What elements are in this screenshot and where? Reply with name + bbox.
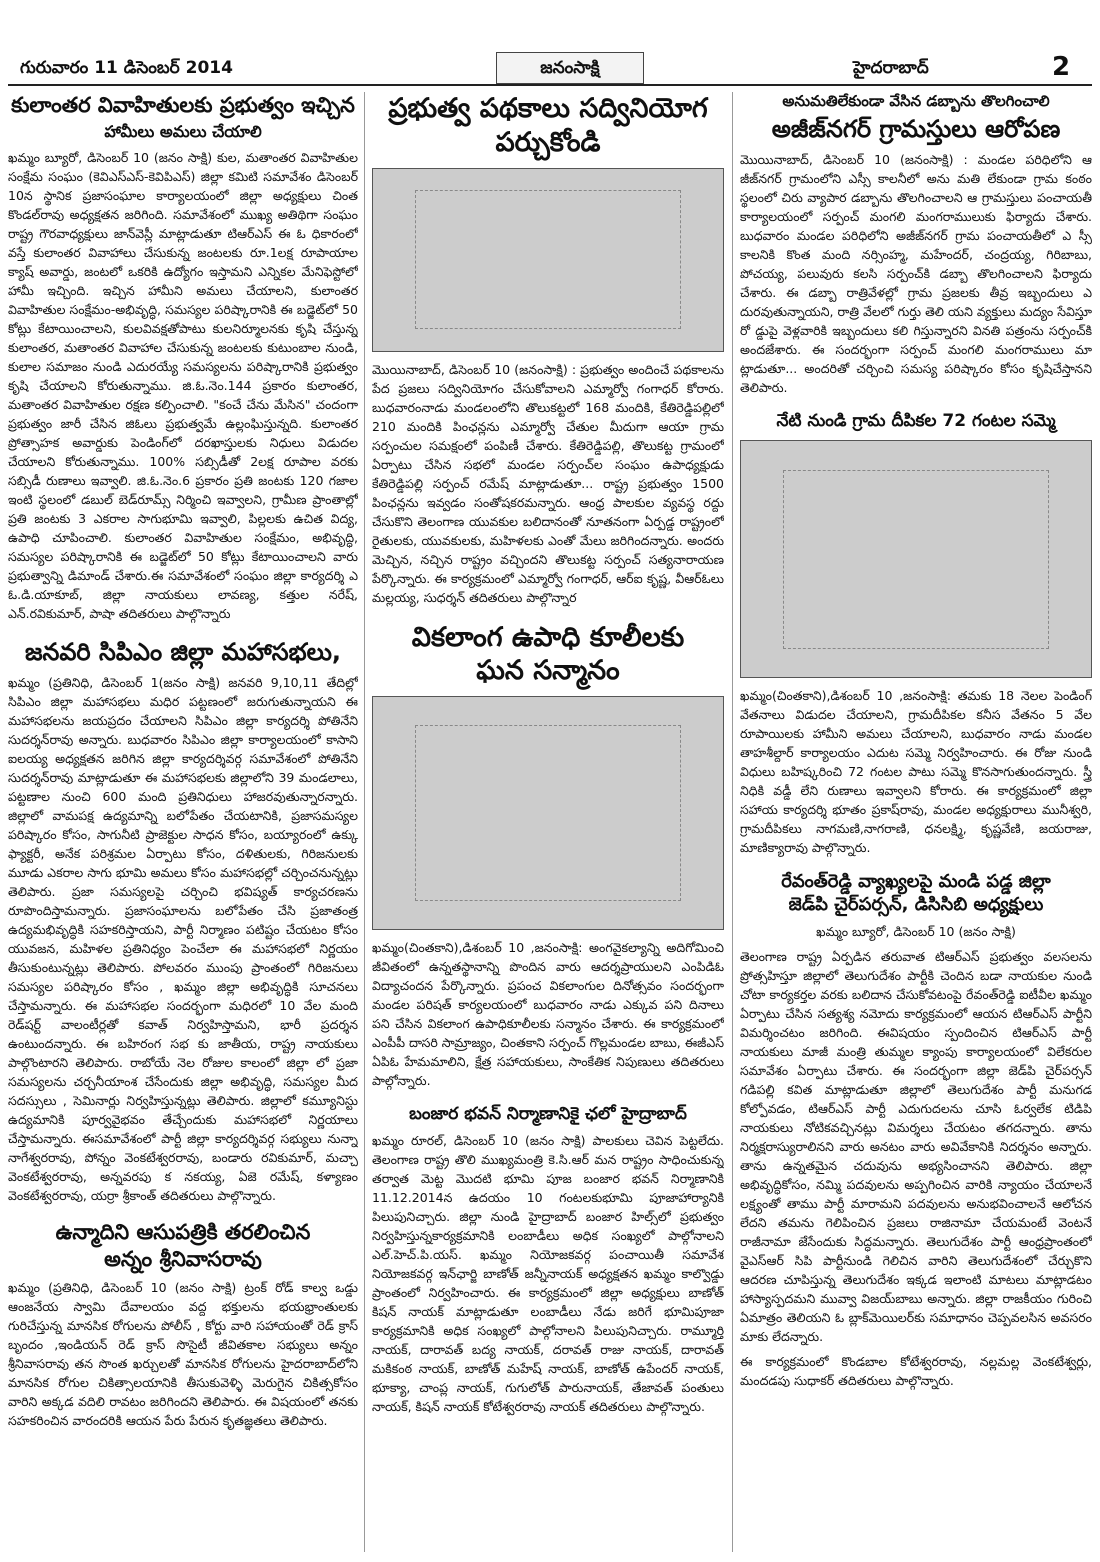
- column-2: [372, 92, 724, 1552]
- article-body: మొయినాబాద్, డిసెంబర్ 10 (జనంసాక్షి) : మండల పరిధిలోని ఆ జీజ్‌నగర్ గ్రామంలోని ఎస్సీ కాలనీలో అను మతి లేకుండా గ్రామ కంఠం స్థలంలో చిరు వ్యాపార డబ్బాను తొలగించాలని ఆ గ్రామస్తులు పంచాయతీ కార్యాలయంలో సర్పంచ్ మంగలి మంగరాములుకు ఫిర్యాదు చేశారు. బుధవారం మండల పరిధిలోని అజీజ్‌నగర్ గ్రామ పంచాయతీలో ఎ స్సీ కాలనికి కొంత మంది నర్సింహ్మ, మహేందర్, చంద్రయ్య, గిరిబాబు, పోచయ్య, పలువురు కలసి సర్పంచ్‌కి డబ్బా తొలగించాలని ఫిర్యాదు చేశారు. ఈ డబ్బా రాత్రివేళల్లో గ్రామ ప్రజలకు తీవ్ర ఇబ్బందులు ఎ దురవుతున్నాయని, రాత్రి వేలలో గుర్తు తెలి యని వ్యక్తులు మద్యం సేవిస్తూ రో డ్డుపై వెళ్లవారికి ఇబ్బందులు కలి గిస్తున్నారని వినతి పత్రంను సర్పంచ్‌కి అందజేశారు. ఈ సందర్భంగా సర్పంచ్ మంగలి మంగరాములు మా ట్లాడుతూ... అందరితో చర్చించి సమస్య పరిష్కారం కోసం కృషిచేస్తానని తెలిపారు.: [740, 152, 1092, 395]
- article-body: మొయినాబాద్, డిసెంబర్ 10 (జనంసాక్షి) : ప్రభుత్వం అందించే పథకాలను పేద ప్రజలు సద్వినియోగం చేసుకోవాలని ఎమ్మార్వో గంగాధర్ కోరారు. బుధవారంనాడు మండలంలోని తొలుకట్టలో 168 మందికి, కేతిరెడ్డిపల్లిలో 210 మందికి పింఛన్లను ఎమ్మార్వో చేతుల మీదుగా ఆయా గ్రామ సర్పంచుల సమక్షంలో పంపిణీ చేశారు. కేతిరెడ్డిపల్లి, తొలుకట్ట గ్రామంలో ఏర్పాటు చేసిన సభలో మండల సర్పంచ్‌ల సంఘం ఉపాధ్యక్షుడు కేతిరెడ్డిపల్లి సర్పంచ్ రమేష్ మాట్లాడుతూ... రాష్ట్ర ప్రభుత్వం 1500 పింఛన్లను ఇవ్వడం సంతోషకరమన్నారు. ఆంధ్ర పాలకుల వ్యవస్థ రద్దు చేసుకొని తెలంగాణ యువకుల బలిదానంతో నూతనంగా ఏర్పడ్డ రాష్ట్రంలో రైతులకు, యువకులకు, మహిళలకు ఎంతో మేలు జరిగిందన్నారు. అందరు మెచ్చిన, నచ్చిన రాష్ట్రం వచ్చిందని తొలుకట్ట సర్పంచ్ సత్యనారాయణ పేర్కొన్నారు. ఈ కార్యక్రమంలో ఎమ్మార్వో గంగాధర్, ఆర్‌ఐ కృష్ణ, వీఆర్‌ఓలు మల్లయ్య, సుధర్శన్ తదితరులు పాల్గొన్నార: [372, 361, 724, 605]
- column-divider: [364, 92, 365, 1552]
- article-body: ఖమ్మం రూరల్, డిసెంబర్ 10 (జనం సాక్షి) పాలకులు చెవిన పెట్టలేదు. తెలంగాణ రాష్ట్ర తొలి ముఖ్యమంత్రి కె.సి.ఆర్ మన రాష్ట్రం సాధించుకున్న తర్వాత మెట్ట మొదటి భూమి పూజ బంజార భవన్ నిర్మాణానికి 11.12.2014న ఉదయం 10 గంటలకుభూమి పూజాహార్యానికి పిలుపునిచ్చారు. జిల్లా నుండి హైద్రాబాద్ బంజార హిల్స్‌లో ప్రభుత్వం నిర్వహిస్తున్నకార్యక్రమానికి లంబాడీలు అధిక సంఖ్యలో పాల్గోనాలని ఎల్.హెచ్.పి.యస్. ఖమ్మం నియోజకవర్గ పంచాయితీ సమావేశ నియోజకవర్గ ఇన్‌ఛార్జి బాణోత్ జన్నీనాయక్ అధ్యక్షతన ఖమ్మం కాల్వొడ్డు ప్రాంతంలో నిర్వహించారు. ఈ కార్యక్రమంలో జిల్లా అధ్యక్షులు బాణోత్ కిషన్ నాయక్ మాట్లాడుతూ లంబాడీలు నేడు జరిగే భూమిపూజా కార్యక్రమానికి అధిక సంఖ్యలో పాల్గోనాలని పిలుపునిచ్చారు. రామ్మూర్తి నాయక్, దారావత్ బద్య నాయక్, దరావత్ రాజు నాయక్, దారావత్ మకికంఠ నాయక్, బాణోత్ మహేష్ నాయక్, బాణోత్ ఉపేందర్ నాయక్, భూక్యా, చాంప్ల నాయక్, గుగులోత్ పారునాయక్, తేజావత్ పంతులు నాయక్, కిషన్ నాయక్ కోటేశ్వరరావు నాయక్ తదితరులు పాల్గొన్నారు.: [372, 1133, 724, 1415]
- article-gramadeepika-strike: [740, 411, 1092, 857]
- headline-line2: ఘన సన్మానం: [476, 655, 620, 687]
- edition-city: హైదరాబాద్: [853, 58, 929, 78]
- article-banjara-bhavan: [372, 1104, 724, 1416]
- headline-line2: అన్నం శ్రీనివాసరావు: [104, 1246, 262, 1271]
- article-pension-schemes: [372, 92, 724, 607]
- article-intercaste-marriage: [8, 92, 358, 623]
- article-body: ఖమ్మం (ప్రతినిధి, డిసెంబర్ 10 (జనం సాక్షి) ట్రంక్ రోడ్ కాల్వ ఒడ్డు ఆంజనేయ స్వామి దేవాలయం వద్ద భక్తులను భయభ్రాంతులకు గురిచేస్తున్న మానసిక రోగులను పోలీస్ , కోర్టు వారి సహాయంతో రెడ్ క్రాస్ బృందం ,ఇండియన్ రెడ్ క్రాస్ సొసైటీ జీవితకాల సభ్యులు అన్నం శ్రీనివాసరావు తన సొంత ఖర్చులతో మానసిక రోగులను హైదరాబాద్‌లోని మానసిక రోగుల చికిత్సాలయానికి తీసుకువెళ్ళి మెరుగైన చికిత్సకోసం వారిని అక్కడ వదిలి రావటం జరిగిందని తెలిపారు. ఈ విషయంలో తనకు సహకరించిన వారందరికి ఆయన పేరు పేరున కృతజ్ఞతలు తెలిపారు.: [8, 1279, 358, 1428]
- photo-strike-rally: [740, 440, 1092, 678]
- kicker: అనుమతిలేకుండా వేసిన డబ్బాను తొలగించాలి: [782, 92, 1050, 110]
- column-divider: [732, 92, 733, 1552]
- article-aziznagar: [740, 92, 1092, 397]
- article-hospital: [8, 1219, 358, 1430]
- headline-line2: పర్చుకోండి: [495, 126, 601, 158]
- column-1: [8, 92, 358, 1552]
- article-body: ఖమ్మం(చింతకాని),డిశంబర్ 10 ,జనంసాక్షి: తమకు 18 నెలల పెండింగ్ వేతనాలు విడుదల చేయాలని, గ్రామదీపికల కనీస వేతనం 5 వేల రూపాయిలకు హామీని అమలు చేయాలని, బుధవారం నాడు మండల తాహశీల్దార్ కార్యాలయం ఎదుట సమ్మె నిర్వహించారు. ఈ రోజు నుండి విధులు బహిష్కరించి 72 గంటల పాటు సమ్మె కొనసాగుతుందన్నారు. స్త్రీ నిధికి వడ్డీ లేని రుణాలు ఇవ్వాలని కోరారు. ఈ కార్యక్రమంలో జిల్లా సహాయ కార్యదర్శి భూతం ప్రకాష్‌రావు, మండల అధ్యక్షురాలు మునీశ్వరి, గ్రామదీపికలు నాగమణి,నాగరాణి, ధనలక్ష్మి, కృష్ణవేణి, జయరాజు, మాణిక్యారావు పాల్గొన్నారు.: [740, 688, 1092, 856]
- headline: కులాంతర వివాహితులకు ప్రభుత్వం ఇచ్చిన: [11, 93, 355, 117]
- masthead: [8, 0, 1092, 86]
- dateline: ఖమ్మం బ్యూరో, డిసెంబర్ 10 (జనం సాక్షి): [816, 924, 1016, 940]
- newspaper-logo: జనంసాక్షి: [496, 52, 644, 84]
- article-revanth-reddy: [740, 871, 1092, 1390]
- article-body: ఖమ్మం (ప్రతినిధి, డిసెంబర్ 1(జనం సాక్షి) జనవరి 9,10,11 తేదిల్లో సిపిఎం జిల్లా మహాసభలు మధిర పట్టణంలో జరుగుతున్నాయని ఈ మహాసభలను జయప్రదం చేయాలని సిపిఎం జిల్లా కార్యదర్శి పోతినేని సుదర్శన్‌రావు అన్నారు. బుధవారం సిపిఎం జిల్లా కార్యాలయంలో కాసాని ఐలయ్య అధ్యక్షతన జరిగిన జిల్లా కార్యదర్శివర్గ సమావేశంలో పోతినేని సుదర్శన్‌రావు మాట్లాడుతూ ఈ మహాసభలకు జిల్లాలోని 39 మండలాలు, పట్టణాల నుంచి 600 మంది ప్రతినిధులు హాజరవుతున్నారన్నారు. జిల్లాలో వామపక్ష ఉద్యమాన్ని బలోపేతం చేయటానికి, ప్రజాసమస్యల పరిష్కారం కోసం, సాగునీటి ప్రాజెక్టుల సాధన కోసం, బయ్యారంలో ఉక్కు ఫ్యాక్టరీ, అనేక పరిశ్రమల ఏర్పాటు కోసం, దళితులకు, గిరిజనులకు మూడు ఎకరాల సాగు భూమి అమలు కోసం మహాసభల్లో చర్చించనున్నట్లు తెలిపారు. ప్రజా సమస్యలపై చర్చించి భవిష్యత్ కార్యచరణను రూపొందిస్తామన్నారు. ప్రజాసంఘాలను బలోపేతం చేసి ప్రజాతంత్ర ఉద్యమభివృద్ధికి సహకరిస్తాయని, పార్టీ నిర్మాణం పటిష్టం చేయటం కోసం యువజన, మహిళల ప్రతినిధ్యం పెంచేలా ఈ మహాసభలో నిర్ణయం తీసుకుంటున్నట్లు తెలిపారు. పోలవరం ముంపు ప్రాంతంలో గిరిజనులు సమస్యల పరిష్కారం కోసం , ఖమ్మం జిల్లా అభివృద్ధికి సూచనలు చేస్తామన్నారు. ఈ మహాసభల సందర్భంగా మధిరలో 10 వేల మంది రెడ్‌షర్ట్ వాలంటీర్లతో కవాత్ నిర్వహిస్తామని, భారీ ప్రదర్శన ఉంటుందన్నారు. ఈ బహిరంగ సభ కు జాతీయ, రాష్ట్ర నాయకులు పాల్గొంటారని తెలిపారు. రాబోయే నెల రోజుల కాలంలో జిల్లా లో ప్రజా సమస్యలను చర్చనీయాంశ చేసేందుకు జిల్లా అభివృద్ధి, సమస్యల మీద సదస్సులు , సెమినార్లు నిర్వహిస్తున్నట్లు తెలిపారు. జిల్లాలో కమ్యూనిస్టు ఉద్యమానికి పూర్వవైభవం తేచ్చేందుకు మహాసభలో నిర్ణయాలు చేస్తామన్నారు. ఈసమావేశంలో పార్టీ జిల్లా కార్యదర్శివర్గ సభ్యులు నున్నా నాగేశ్వరరావు, పోన్నం వెంకటేశ్వరరావు, బండారు రవికుమార్, మచ్చా వెంకటేశ్వరరావు, అన్నవరపు క నకయ్య, ఏజె రమేష్, కళ్యాణం వెంకటేశ్వరరావు, యర్రా శ్రీకాంత్ తదితరులు పాల్గొన్నారు.: [8, 675, 358, 1204]
- headline: నేటి నుండి గ్రామ దీపికల 72 గంటల సమ్మె: [776, 411, 1056, 431]
- headline: ఉన్మాదిని ఆసుపత్రికి తరలించిన: [55, 1220, 311, 1245]
- masthead-rule: [8, 84, 1092, 86]
- headline: జనవరి సిపిఎం జిల్లా మహాసభలు,: [24, 638, 342, 667]
- headline: వికలాంగ ఉపాధి కూలీలకు: [411, 621, 685, 653]
- headline: ప్రభుత్వ పథకాలు సద్వినియోగ: [388, 93, 708, 124]
- headline: రేవంత్‌రెడ్డి వ్యాఖ్యలపై మండి పడ్డ జిల్లా: [781, 871, 1051, 893]
- photo-felicitation: [372, 696, 724, 930]
- issue-date: గురువారం 11 డిసెంబర్ 2014: [20, 58, 233, 78]
- article-cpm-conference: [8, 637, 358, 1205]
- article-disabled-workers: [372, 621, 724, 1091]
- headline-line2: హామీలు అమలు చేయాలి: [104, 122, 262, 142]
- headline: అజీజ్‌నగర్ గ్రామస్తులు ఆరోపణ: [771, 115, 1061, 143]
- headline: బంజార భవన్ నిర్మాణానికై ఛలో హైద్రాబాద్: [409, 1104, 687, 1124]
- photo-pension-distribution: [372, 168, 724, 352]
- article-body: తెలంగాణ రాష్ట్ర ఏర్పడిన తరువాత టిఆర్ఎస్ ప్రభుత్వం వలసలను ప్రోత్సహిస్తూ జిల్లాలో తెలుగుదేశం పార్టీకి చెందిన బడా నాయకుల నుండి చోటా కార్యకర్తల వరకు బలిదాన చేసుకోవటంపై రేవంత్‌రెడ్డి ఐటీవీల ఖమ్మం ఏర్పాటు చేసిన సత్యశ్య నమోదు కార్యక్రమంలో ఆయన టిఆర్ఎస్ పార్టీని విమర్శించటం జరిగింది. ఈవిషయం స్పందించిన టిఆర్ఎస్ పార్టీ నాయకులు మాజీ మంత్రి తుమ్మల క్యాంపు కార్యాలయంలో విలేకరుల సమావేశం ఏర్పాటు చేశారు. ఈ సందర్భంగా జిల్లా జెడ్‌పి చైర్‌పర్సన్ గడిపల్లి కవిత మాట్లాడుతూ జిల్లాలో తెలుగుదేశం పార్టీ మనుగడ కోల్పోవడం, టిఆర్ఎస్ పార్టీ ఎదుగుదలను చూసి ఓర్వలేక టిడిపి నాయకులు నోటికవచ్చినట్లు విమర్శలు చేయటం తగదన్నారు. తాను నిర్మక్షరాస్యురాలినని వారు అనటం వారు అవివేకానికి నిదర్శనం అన్నారు. తాను ఉన్నతమైన చదువును అభ్యసించానని తెలిపారు. జిల్లా అభివృద్ధికోసం, నమ్మి పదవులను అప్పగించిన వారికి న్యాయం చేయాలనే లక్ష్యంతో తాము పార్టీ మారామని పదవులను అనుభవించాలనే ఆలోచన లేదని తమను గెలిపించిన ప్రజలు రాజినామా చేయమంటే వెంటనే రాజీనామా జేసేందుకు సిద్ధమన్నారు. తెలుగుదేశం పార్టీ ఆంధ్రప్రాంతంలో వైఎస్ఆర్ సిపి పార్టీనుండి గెలిచిన వారిని తెలుగుదేశంలో చేర్చుకొని ఆదరణ చూపిస్తున్న తెలుగుదేశం ఇక్కడ ఇలాంటి మాటలు మాట్లాడటం హాస్యాస్పదమని మువ్వా విజయ్‌బాబు అన్నారు. జిల్లా రాజకీయం గురించి ఏమాత్రం తెలియని ఓ బ్లాక్‌మెయిలర్‌కు సమాధానం చెప్పవలసిన అవసరం మాకు లేదన్నారు.: [740, 949, 1092, 1345]
- article-body: ఖమ్మం బ్యూరో, డిసెంబర్ 10 (జనం సాక్షి) కుల, మతాంతర వివాహితుల సంక్షేమ సంఘం (కెవిఎస్ఎస్-కెవిపిఎస్) జిల్లా కమిటి సమావేశం డిసెంబర్ 10న స్థానిక ప్రజాసంఘాల కార్యాలయంలో జిల్లా అధ్యక్షులు చింత కొండల్‌రావు అధ్యక్షతన జరిగింది. సమావేశంలో ముఖ్య అతిథిగా సంఘం రాష్ట్ర గౌరవాధ్యక్షులు జాన్‌వెస్లీ మాట్లాడుతూ టిఆర్ఎస్ ఈ ఓ ధికారంలో వస్తే కులాంతర వివాహాలు చేసుకున్న జంటలకు రూ.1లక్ష రూపాయాల క్యాష్ అవార్డు, జంటలో ఒకరికి ఉద్యోగం ఇస్తామని ఎన్నికల మేనిఫెస్టోలో హామీ ఇచ్చింది. ఇచ్చిన హామీని అమలు చేయాలని, కులాంతర వివాహితుల సంక్షేమం-అభివృద్ధి, సమస్యల పరిష్కారానికి ఈ బడ్జెట్‌లో 50 కోట్లు కేటాయించాలని, కులవివక్షతోపాటు కులనిర్మూలనకు కృషి చేస్తున్న కులాంతర, మతాంతర వివాహాల చేసుకున్న జంటలకు కుటుంబాల నుండి, కులాల సమాజం నుండి ఎదురయ్యే సమస్యలను పరిష్కారానికి ప్రభుత్వం కృషి చేయాలని కోరుతున్నాము. జి.ఓ.నెం.144 ప్రకారం కులాంతర, మతాంతర వివాహితుల రక్షణ కల్పించాలి. "కంచే చేను మేసిన" చందంగా ప్రభుత్వం జారీ చేసిన జిఓలు ప్రభుత్వమే ఉల్లంఘిస్తున్నది. కులాంతర ప్రోత్సాహక అవార్డుకు పెండింగ్‌లో దరఖాస్తులకు నిధులు విడుదల చేయాలని కోరుతున్నాము. 100% సబ్సిడీతో 2లక్ష రూపాల వరకు సబ్సిడీ రుణాలు ఇవ్వాలి. జి.ఓ.నెం.6 ప్రకారం ప్రతి జంటకు 120 గజాల ఇంటి స్థలంలో డబుల్ బెడ్‌రూమ్స్ నిర్మించి ఇవ్వాలని, గ్రామీణ ప్రాంతాల్లో ప్రతి జంటకు 3 ఎకరాల సాగుభూమి ఇవ్వాలి, పిల్లలకు ఉచిత విద్య, ఉపాధి చూపించాలి. కులాంతర వివాహితుల సంక్షేమం, అభివృద్ధి, సమస్యల పరిష్కారానికి ఈ బడ్జెట్‌లో 50 కోట్లు కేటాయించాలని వారు ప్రభుత్వాన్ని డిమాండ్ చేశారు.ఈ సమావేశంలో సంఘం జిల్లా కార్యదర్శి ఎ ఓ.డి.యాకూబ్, జిల్లా నాయకులు లావణ్య, కత్తుల నరేష్, ఎన్.రవికుమార్, పాషా తదితరులు పాల్గొన్నారు: [8, 150, 358, 622]
- column-3: [740, 92, 1092, 1552]
- page-number: 2: [1052, 52, 1071, 82]
- article-body-closing: ఈ కార్యక్రమంలో కొండబాల కోటేశ్వరరావు, నల్లమల్ల వెంకటేశ్వర్లు, మందడపు సుధాకర్ తదితరులు పాల్గొన్నారు.: [740, 1354, 1092, 1389]
- article-body: ఖమ్మం(చింతకాని),డిశంబర్ 10 ,జనంసాక్షి: అంగవైకల్యాన్ని అదిగోమించి జీవితంలో ఉన్నతస్థానాన్ని పొందిన వారు ఆదర్శప్రాయులని ఎంపిడిఓ విద్యాచందన పేర్కొన్నారు. ప్రపంచ వికలాంగుల దినోత్సవం సందర్భంగా మండల పరిషత్ కార్యలయంలో బుధవారం నాడు ఎక్కువ పని దినాలు పని చేసిన వికలాంగ ఉపాధికూలీలకు సన్మానం చేశారు. ఈ కార్యక్రమంలో ఎంపీపీ దాసరి సామ్రాజ్యం, చింతకాని సర్పంచ్ గొల్లమండల బాబు, ఈజీఎస్ ఏపిఓ హేమమాలిని, క్షేత్ర సహాయకులు, సాంకేతిక నిపుణులు తదితరులు పాల్గోన్నారు.: [372, 940, 724, 1088]
- headline-line2: జెడ్‌పి చైర్‌పర్సన్, డిసిసిబి అధ్యక్షులు: [788, 893, 1044, 915]
